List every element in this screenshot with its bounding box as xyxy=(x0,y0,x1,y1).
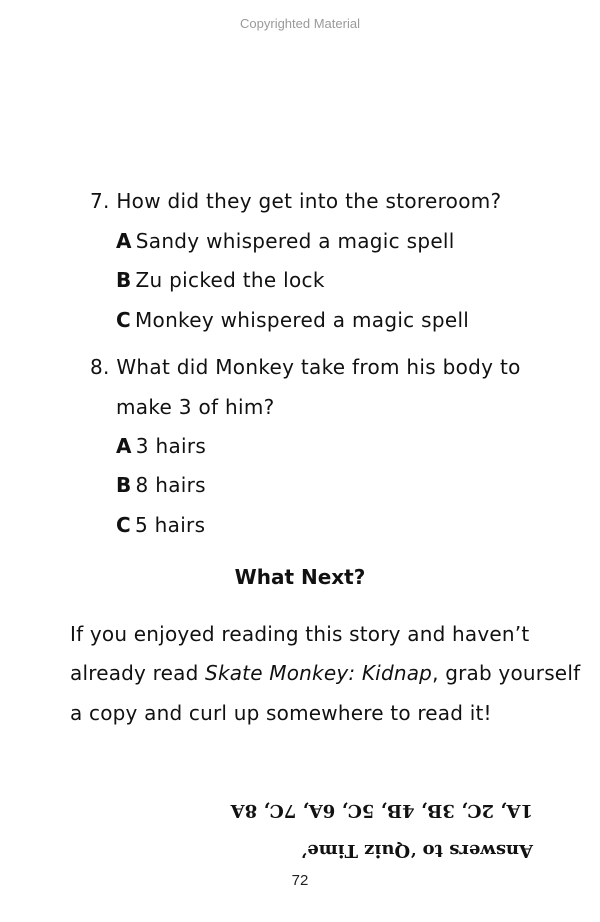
answers-title: Answers to ‘Quiz Time’ xyxy=(301,840,533,861)
page-number: 72 xyxy=(291,872,309,889)
option-letter: C xyxy=(116,513,131,537)
question-8-option-b xyxy=(116,473,206,497)
option-letter: B xyxy=(116,473,132,497)
question-8-option-c xyxy=(116,513,205,537)
question-7-option-b xyxy=(116,268,325,292)
question-7-option-c xyxy=(116,308,469,332)
question-7: 7. How did they get into the storeroom? xyxy=(90,189,502,213)
option-text: 5 hairs xyxy=(134,513,206,537)
question-8-option-a xyxy=(116,434,206,458)
what-next-heading: What Next? xyxy=(234,565,366,589)
what-next-line-3: a copy and curl up somewhere to read it! xyxy=(70,701,492,725)
option-text: Zu picked the lock xyxy=(135,268,325,292)
question-8-line-1: 8. What did Monkey take from his body to xyxy=(90,355,521,379)
option-text: 3 hairs xyxy=(135,434,207,458)
option-letter: A xyxy=(116,434,132,458)
option-text: Sandy whispered a magic spell xyxy=(135,229,455,253)
option-text: Monkey whispered a magic spell xyxy=(134,308,470,332)
what-next-line-1: If you enjoyed reading this story and haven’t xyxy=(70,622,530,646)
question-7-option-a xyxy=(116,229,455,253)
answers-list: 1A, 2C, 3B, 4B, 5C, 6A, 7C, 8A xyxy=(230,800,533,821)
copyright-watermark: Copyrighted Material xyxy=(240,16,360,31)
option-text: 8 hairs xyxy=(135,473,206,497)
what-next-line-2-end: , grab yourself xyxy=(432,661,581,685)
question-8-line-2: make 3 of him? xyxy=(116,395,275,419)
what-next-line-2-start: already read xyxy=(70,661,206,685)
option-letter: B xyxy=(116,268,132,292)
book-title: Skate Monkey: Kidnap xyxy=(205,661,433,685)
option-letter: A xyxy=(116,229,132,253)
upside-down-answers xyxy=(228,790,533,870)
what-next-line-2 xyxy=(70,661,580,685)
option-letter: C xyxy=(116,308,131,332)
